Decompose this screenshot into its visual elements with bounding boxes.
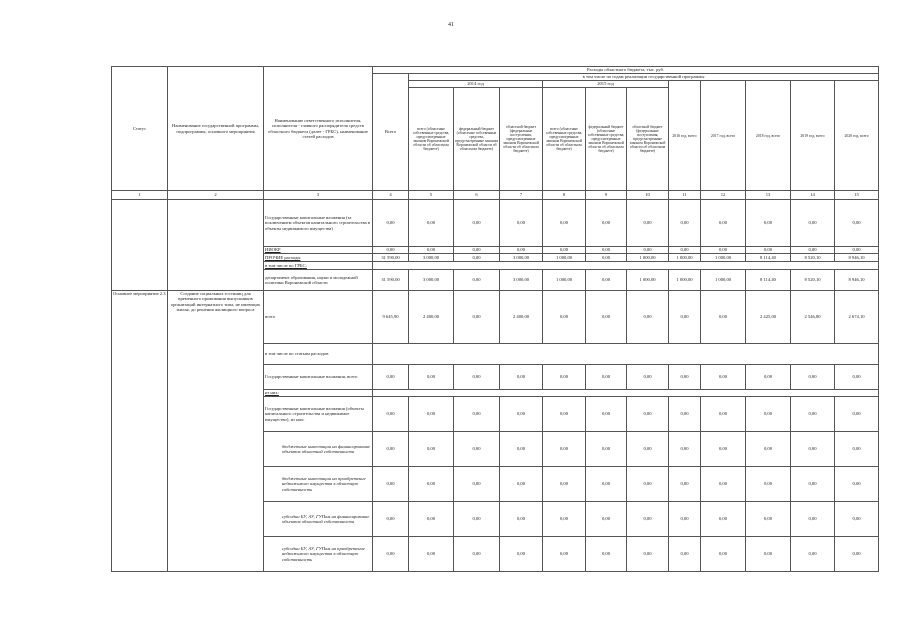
value-cell: 0,00 (373, 365, 409, 390)
value-cell: 0,00 (586, 200, 627, 247)
row-label: Государственные капитальные вложения (за исключением объектов капитального строительства в объекты недвижимого имущества) (264, 200, 373, 247)
value-cell: 0,00 (409, 200, 454, 247)
row-label: Государственные капитальные вложения, всего (264, 365, 373, 390)
header-top-title: Расходы областного бюджета, тыс. руб. (373, 67, 879, 74)
value-cell: 8 114,40 (746, 270, 791, 291)
value-cell: 3 000,00 (500, 254, 543, 262)
value-cell: 0,00 (746, 200, 791, 247)
header-status: Статус (112, 67, 168, 191)
value-cell: 0,00 (500, 397, 543, 432)
row-label: ПРОЧИЕ расходы (264, 254, 373, 262)
value-cell: 0,00 (373, 200, 409, 247)
value-cell: 0,00 (791, 200, 835, 247)
column-number: 5 (409, 191, 454, 200)
header-total: Всего (373, 74, 409, 191)
header-col-regional-federal: областной бюджет (федеральные поступления, предусмотренные законом Воронежской области об областном бюджете) (500, 88, 543, 191)
value-cell: 0,00 (701, 397, 746, 432)
value-cell: 0,00 (701, 467, 746, 502)
value-cell: 0,00 (543, 200, 586, 247)
row-label: из них: (264, 390, 373, 397)
value-cell: 0,00 (500, 432, 543, 467)
table-row (112, 200, 879, 247)
value-cell: 0,00 (701, 247, 746, 254)
value-cell: 31 590,00 (373, 254, 409, 262)
event-total-row (112, 291, 879, 344)
value-cell: 8 946,10 (835, 254, 879, 262)
total-value-cell: 2 425,00 (746, 291, 791, 344)
value-cell: 31 590,00 (373, 270, 409, 291)
value-cell: 0,00 (586, 254, 627, 262)
value-cell: 0,00 (627, 537, 669, 572)
total-value-cell: 2 400,00 (409, 291, 454, 344)
value-cell: 1 000,00 (543, 270, 586, 291)
value-cell: 0,00 (454, 502, 500, 537)
event-name: Создание социальных гостиниц для временного проживания выпускников организаций интернатного типа, не имеющих жилья, до решения жилищного вопроса (168, 291, 264, 572)
budget-table (111, 66, 879, 572)
empty-values (373, 262, 879, 270)
column-number: 12 (701, 191, 746, 200)
value-cell: 0,00 (627, 467, 669, 502)
header-year-2014: 2014 год (409, 81, 543, 88)
empty-values (373, 390, 879, 397)
value-cell: 0,00 (373, 537, 409, 572)
value-cell: 0,00 (669, 397, 701, 432)
value-cell: 0,00 (373, 467, 409, 502)
value-cell: 0,00 (791, 502, 835, 537)
value-cell: 0,00 (835, 247, 879, 254)
value-cell: 0,00 (701, 537, 746, 572)
value-cell: 8 946,10 (835, 270, 879, 291)
value-cell: 0,00 (669, 502, 701, 537)
column-number: 13 (746, 191, 791, 200)
row-label: в том числе по ГРБС: (264, 262, 373, 270)
row-label: бюджетные инвестиции на приобретение недвижимого имущества в областную собственность (264, 467, 373, 502)
value-cell: 0,00 (669, 432, 701, 467)
value-cell: 0,00 (454, 247, 500, 254)
value-cell: 0,00 (835, 537, 879, 572)
total-value-cell: 0,00 (701, 291, 746, 344)
value-cell: 0,00 (835, 365, 879, 390)
value-cell: 8 520,10 (791, 254, 835, 262)
value-cell: 0,00 (791, 467, 835, 502)
header-executor: Наименование ответственного исполнителя, исполнителя - главного распорядителя средств областного бюджета (далее - ГРБС), наименование статей расходов (264, 67, 373, 191)
value-cell: 0,00 (746, 467, 791, 502)
value-cell: 0,00 (791, 247, 835, 254)
status-cell-empty (112, 200, 168, 291)
column-number: 3 (264, 191, 373, 200)
value-cell: 0,00 (791, 365, 835, 390)
column-number: 11 (669, 191, 701, 200)
column-number: 2 (168, 191, 264, 200)
value-cell: 8 114,40 (746, 254, 791, 262)
header-col-regional-own: всего (областные собственные средства, предусмотренные законом Воронежской области об областном бюджете) (409, 88, 454, 191)
row-label: субсидии БУ, АУ, ГУПам на приобретение недвижимого имущества в областную собственность (264, 537, 373, 572)
value-cell: 0,00 (586, 432, 627, 467)
value-cell: 0,00 (791, 432, 835, 467)
value-cell: 0,00 (701, 502, 746, 537)
value-cell: 0,00 (835, 467, 879, 502)
column-number: 8 (543, 191, 586, 200)
column-number: 15 (835, 191, 879, 200)
header-2020: 2020 год, всего (835, 81, 879, 191)
total-value-cell: 0,00 (627, 291, 669, 344)
value-cell: 0,00 (373, 432, 409, 467)
value-cell: 0,00 (746, 397, 791, 432)
header-2018: 2018 год, всего (746, 81, 791, 191)
value-cell: 0,00 (586, 247, 627, 254)
row-label: бюджетные инвестиции на финансирование объектов областной собственности (264, 432, 373, 467)
value-cell: 0,00 (701, 365, 746, 390)
total-value-cell: 0,00 (454, 291, 500, 344)
value-cell: 0,00 (669, 537, 701, 572)
event-status: Основное мероприятие 2.3 (112, 291, 168, 572)
value-cell: 0,00 (746, 537, 791, 572)
row-label: департамент образования, науки и молодежной политики Воронежской области (264, 270, 373, 291)
value-cell: 1 000,00 (701, 254, 746, 262)
value-cell: 1 000,00 (627, 270, 669, 291)
value-cell: 1 000,00 (627, 254, 669, 262)
value-cell: 0,00 (500, 467, 543, 502)
total-value-cell: 0,00 (586, 291, 627, 344)
value-cell: 0,00 (627, 247, 669, 254)
value-cell: 0,00 (454, 365, 500, 390)
value-cell: 0,00 (543, 365, 586, 390)
value-cell: 0,00 (835, 397, 879, 432)
value-cell: 0,00 (586, 397, 627, 432)
column-number: 10 (627, 191, 669, 200)
total-value-cell: 2 546,80 (791, 291, 835, 344)
value-cell: 0,00 (746, 502, 791, 537)
value-cell: 0,00 (586, 365, 627, 390)
value-cell: 0,00 (409, 247, 454, 254)
header-top-subtitle: в том числе по годам реализации государственной программы (409, 74, 879, 81)
total-value-cell: 2 674,10 (835, 291, 879, 344)
value-cell: 0,00 (701, 432, 746, 467)
column-numbers-row (112, 191, 879, 200)
value-cell: 0,00 (454, 537, 500, 572)
value-cell: 0,00 (500, 365, 543, 390)
event-total-label: всего (264, 291, 373, 344)
value-cell: 0,00 (543, 432, 586, 467)
value-cell: 0,00 (669, 467, 701, 502)
value-cell: 0,00 (543, 467, 586, 502)
header-col-federal: федеральный бюджет (областные собственные средства, предусмотренные законом Воронежской области об областном бюджете) (454, 88, 500, 191)
value-cell: 0,00 (669, 247, 701, 254)
value-cell: 0,00 (835, 200, 879, 247)
value-cell: 0,00 (454, 432, 500, 467)
value-cell: 0,00 (409, 502, 454, 537)
value-cell: 0,00 (746, 247, 791, 254)
value-cell: 0,00 (586, 270, 627, 291)
column-number: 4 (373, 191, 409, 200)
value-cell: 0,00 (586, 537, 627, 572)
value-cell: 0,00 (701, 200, 746, 247)
header-col-regional-2015: областной бюджет (федеральные поступления, предусмотренные законом Воронежской области об областном бюджете) (627, 88, 669, 191)
header-year-2015: 2015 год (543, 81, 669, 88)
header-col-regional-own-2015: всего (областные собственные средства, предусмотренные законом Воронежской области об областном бюджете) (543, 88, 586, 191)
header-2016: 2016 год, всего (669, 81, 701, 191)
page-number: 41 (448, 22, 454, 28)
value-cell: 0,00 (409, 397, 454, 432)
value-cell: 0,00 (373, 247, 409, 254)
value-cell: 0,00 (409, 467, 454, 502)
value-cell: 0,00 (835, 432, 879, 467)
value-cell: 1 000,00 (543, 254, 586, 262)
value-cell: 3 000,00 (409, 270, 454, 291)
value-cell: 0,00 (500, 247, 543, 254)
value-cell: 0,00 (627, 502, 669, 537)
value-cell: 0,00 (454, 254, 500, 262)
value-cell: 0,00 (746, 365, 791, 390)
empty-values (373, 344, 879, 365)
value-cell: 0,00 (454, 270, 500, 291)
column-number: 7 (500, 191, 543, 200)
value-cell: 0,00 (669, 365, 701, 390)
value-cell: 0,00 (791, 397, 835, 432)
value-cell: 0,00 (586, 502, 627, 537)
value-cell: 0,00 (543, 537, 586, 572)
value-cell: 3 000,00 (500, 270, 543, 291)
by-articles-label: в том числе по статьям расходов (264, 344, 373, 365)
column-number: 1 (112, 191, 168, 200)
value-cell: 8 520,10 (791, 270, 835, 291)
value-cell: 0,00 (454, 200, 500, 247)
value-cell: 0,00 (373, 397, 409, 432)
column-number: 14 (791, 191, 835, 200)
value-cell: 0,00 (543, 502, 586, 537)
value-cell: 0,00 (500, 200, 543, 247)
value-cell: 0,00 (500, 537, 543, 572)
column-number: 9 (586, 191, 627, 200)
value-cell: 0,00 (669, 200, 701, 247)
value-cell: 0,00 (543, 397, 586, 432)
value-cell: 0,00 (586, 467, 627, 502)
total-value-cell: 2 400,00 (500, 291, 543, 344)
value-cell: 0,00 (543, 247, 586, 254)
header-2017: 2017 год, всего (701, 81, 746, 191)
row-label: Государственные капитальные вложения (объекты капитального строительства и недвижимое имущество), из них: (264, 397, 373, 432)
header-col-federal-2015: федеральный бюджет (областные собственные средства, предусмотренные законом Воронежской области об областном бюджете) (586, 88, 627, 191)
row-label: субсидии БУ, АУ, ГУПам на финансирование объектов областной собственности (264, 502, 373, 537)
program-cell-empty (168, 200, 264, 291)
row-label: НИОКР (264, 247, 373, 254)
value-cell: 0,00 (409, 432, 454, 467)
total-value-cell: 0,00 (543, 291, 586, 344)
value-cell: 0,00 (627, 397, 669, 432)
value-cell: 0,00 (454, 467, 500, 502)
value-cell: 0,00 (409, 365, 454, 390)
value-cell: 0,00 (409, 537, 454, 572)
column-number: 6 (454, 191, 500, 200)
value-cell: 0,00 (627, 200, 669, 247)
value-cell: 0,00 (835, 502, 879, 537)
value-cell: 0,00 (454, 397, 500, 432)
total-value-cell: 0,00 (669, 291, 701, 344)
value-cell: 0,00 (500, 502, 543, 537)
header-2019: 2019 год, всего (791, 81, 835, 191)
value-cell: 0,00 (791, 537, 835, 572)
value-cell: 0,00 (746, 432, 791, 467)
total-value-cell: 9 645,90 (373, 291, 409, 344)
value-cell: 0,00 (373, 502, 409, 537)
value-cell: 1 000,00 (701, 270, 746, 291)
value-cell: 1 000,00 (669, 254, 701, 262)
value-cell: 0,00 (627, 365, 669, 390)
value-cell: 1 000,00 (669, 270, 701, 291)
header-program-name: Наименование государственной программы, подпрограммы, основного мероприятия (168, 67, 264, 191)
value-cell: 3 000,00 (409, 254, 454, 262)
value-cell: 0,00 (627, 432, 669, 467)
